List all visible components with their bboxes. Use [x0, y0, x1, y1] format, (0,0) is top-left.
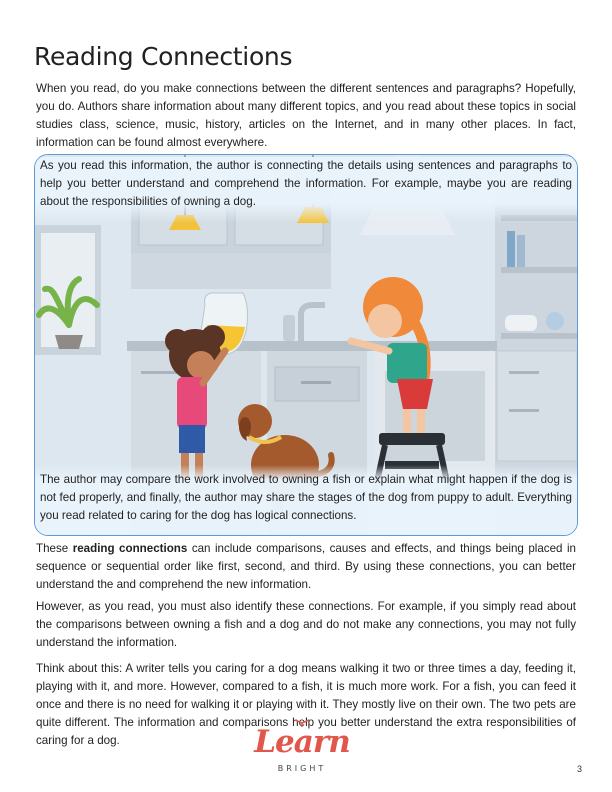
panel-top-text: As you read this information, the author is connecting the details using sentences and paragraphs to help you better understand and comprehend the information. For example, maybe you are reading about the responsibilities of owning a dog.	[35, 157, 577, 223]
reading-connections-paragraph	[36, 540, 576, 594]
identify-connections-paragraph: However, as you read, you must also identify these connections. For example, if you simply read about the comparisons between owning a fish and a dog and do not make any connections, you may not fully understand the information.	[36, 600, 576, 649]
paragraph-text-start: These	[36, 542, 73, 555]
page-title: Reading Connections	[34, 42, 293, 71]
logo-word: Learn	[254, 724, 350, 760]
paragraph-text-end: can include comparisons, causes and effects, and things being placed in sequence or sequential order like first, second, and third. By using these connections, you can better understand the and comprehend the new information.	[36, 542, 576, 591]
learn-bright-logo	[254, 722, 350, 780]
intro-paragraph: When you read, do you make connections between the different sentences and paragraphs? Hopefully, you do. Authors share information about many different topics, and you read about these topics in social studies class, science, music, history, articles on the Internet, and in many other places. In fact, information can be found almost everywhere.	[36, 82, 576, 149]
key-term: reading connections	[72, 542, 188, 555]
page-number: 3	[577, 764, 583, 774]
think-about-this-paragraph: Think about this: A writer tells you caring for a dog means walking it two or three times a day, feeding it, playing with it, and more. However, compared to a fish, it is much more work. For a fish, you can feed it once and there is no need for walking it or playing with it. They mostly live on their own. The two pets are quite different. The information and comparisons help you better understand the extra responsibilities of caring for a dog.	[36, 662, 576, 747]
logo-subtitle: BRIGHT	[277, 764, 327, 773]
illustration-panel	[34, 154, 578, 536]
panel-bottom-text: The author may compare the work involved to owning a fish or explain what might happen if the dog is not fed properly, and finally, the author may share the stages of the dog from puppy to adult. Everything you read related to caring for the dog has logical connections.	[35, 465, 577, 536]
